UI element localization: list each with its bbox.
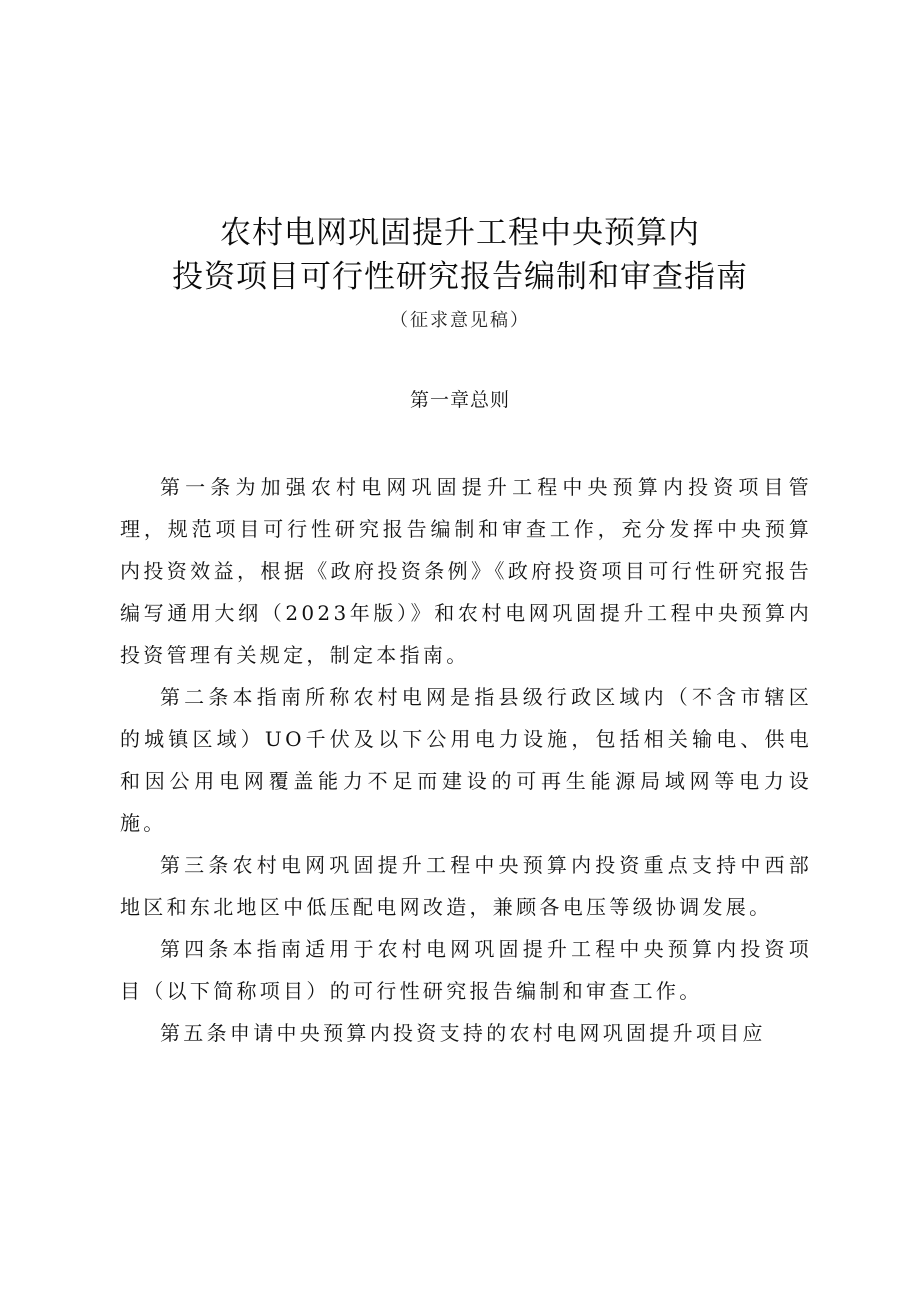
article-5: 第五条申请中央预算内投资支持的农村电网巩固提升项目应 bbox=[160, 1021, 766, 1045]
article-3: 第三条农村电网巩固提升工程中央预算内投资重点支持中西部地区和东北地区中低压配电网改造，兼顾各电压等级协调发展。 bbox=[120, 853, 812, 919]
draft-status-subtitle: （征求意见稿） bbox=[390, 310, 530, 331]
document-body bbox=[120, 466, 812, 1054]
article-1: 第一条为加强农村电网巩固提升工程中央预算内投资项目管理，规范项目可行性研究报告编制和审查工作，充分发挥中央预算内投资效益，根据《政府投资条例》《政府投资项目可行性研究报告编写通用大纲（2023年版）》和农村电网巩固提升工程中央预算内投资管理有关规定，制定本指南。 bbox=[120, 475, 812, 667]
document-title-line-1: 农村电网巩固提升工程中央预算内 bbox=[220, 215, 700, 251]
article-2: 第二条本指南所称农村电网是指县级行政区域内（不含市辖区的城镇区域）UO千伏及以下公用电力设施，包括相关输电、供电和因公用电网覆盖能力不足而建设的可再生能源局域网等电力设施。 bbox=[120, 685, 812, 835]
chapter-heading: 第一章总则 bbox=[409, 389, 510, 411]
document-title-line-2: 投资项目可行性研究报告编制和审查指南 bbox=[172, 259, 748, 295]
article-4: 第四条本指南适用于农村电网巩固提升工程中央预算内投资项目（以下简称项目）的可行性研究报告编制和审查工作。 bbox=[120, 937, 812, 1003]
